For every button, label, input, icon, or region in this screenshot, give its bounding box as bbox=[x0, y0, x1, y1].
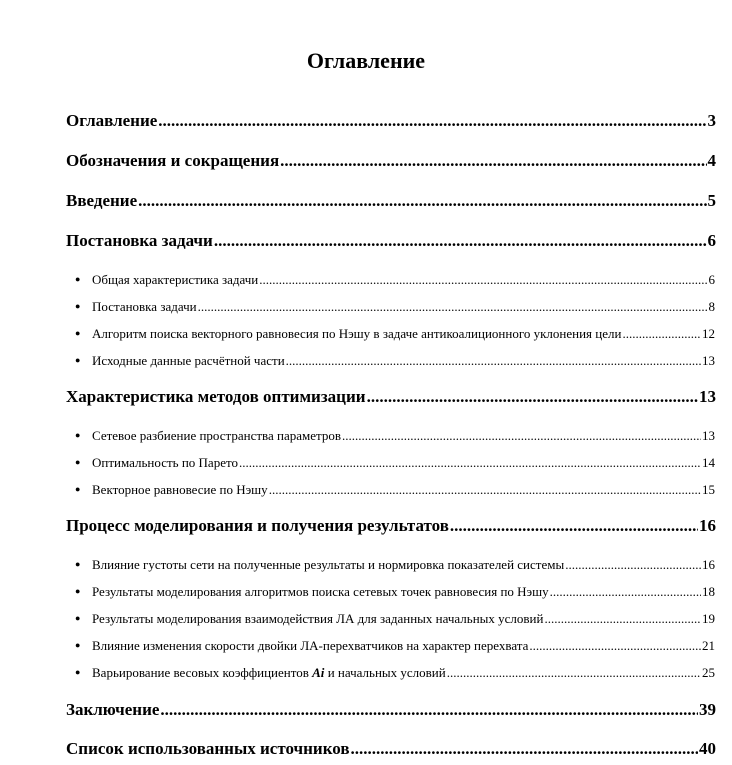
toc-dot-leader bbox=[528, 638, 701, 654]
toc-dot-leader bbox=[564, 557, 701, 573]
toc-entry-references[interactable] bbox=[66, 739, 716, 763]
bullet-icon: ● bbox=[75, 457, 81, 467]
toc-dot-leader bbox=[285, 353, 701, 369]
toc-dot-leader bbox=[238, 455, 701, 471]
toc-dot-leader bbox=[157, 111, 706, 131]
toc-entry-label: Введение bbox=[66, 191, 138, 210]
toc-entry-problem-statement[interactable] bbox=[66, 231, 716, 255]
toc-entry-optimization-methods[interactable] bbox=[66, 387, 716, 411]
bullet-icon: ● bbox=[75, 274, 81, 284]
toc-page-number: 6 bbox=[708, 272, 715, 287]
toc-dot-leader bbox=[159, 700, 698, 720]
toc-page-number: 25 bbox=[702, 665, 715, 680]
toc-entry-label: Влияние изменения скорости двойки ЛА-перехватчиков на характер перехвата bbox=[92, 638, 529, 653]
toc-page-number: 40 bbox=[699, 739, 716, 758]
toc-page-number: 16 bbox=[702, 557, 715, 572]
toc-subentry-grid-density[interactable] bbox=[75, 557, 715, 575]
toc-entry-label: Характеристика методов оптимизации bbox=[66, 387, 366, 406]
toc-entry-label-end: и начальных условий bbox=[324, 665, 446, 680]
toc-entry-label: Влияние густоты сети на полученные результаты и нормировка показателей системы bbox=[92, 557, 565, 572]
toc-page-number: 5 bbox=[707, 191, 716, 210]
toc-page-number: 3 bbox=[707, 111, 716, 130]
toc-page-number: 39 bbox=[699, 700, 716, 719]
bullet-icon: ● bbox=[75, 559, 81, 569]
toc-page-number: 16 bbox=[699, 516, 716, 535]
toc-subentry-vector-nash[interactable] bbox=[75, 482, 715, 500]
bullet-icon: ● bbox=[75, 613, 81, 623]
toc-subentry-nash-search-results[interactable] bbox=[75, 584, 715, 602]
toc-dot-leader bbox=[621, 326, 701, 342]
toc-entry-notation[interactable] bbox=[66, 151, 716, 175]
toc-entry-label: Результаты моделирования алгоритмов поиска сетевых точек равновесия по Нэшу bbox=[92, 584, 549, 599]
toc-page-number: 21 bbox=[702, 638, 715, 653]
toc-page-number: 12 bbox=[702, 326, 715, 341]
toc-entry-label: Оптимальность по Парето bbox=[92, 455, 238, 470]
toc-entry-modeling-process[interactable] bbox=[66, 516, 716, 540]
toc-entry-label: Исходные данные расчётной части bbox=[92, 353, 285, 368]
math-symbol-ai: Ai bbox=[312, 665, 325, 680]
toc-entry-label: Заключение bbox=[66, 700, 160, 719]
toc-page-number: 15 bbox=[702, 482, 715, 497]
toc-subentry-pareto[interactable] bbox=[75, 455, 715, 473]
toc-entry-label: Постановка задачи bbox=[92, 299, 197, 314]
toc-dot-leader bbox=[197, 299, 708, 315]
toc-entry-introduction[interactable] bbox=[66, 191, 716, 215]
toc-entry-label: Список использованных источников bbox=[66, 739, 350, 758]
toc-entry-label: Результаты моделирования взаимодействия ЛА для заданных начальных условий bbox=[92, 611, 544, 626]
page-title: Оглавление bbox=[306, 48, 426, 73]
toc-dot-leader bbox=[446, 665, 701, 681]
toc-dot-leader bbox=[549, 584, 701, 600]
toc-entry-label bbox=[92, 665, 446, 681]
toc-entry-label: Общая характеристика задачи bbox=[92, 272, 259, 287]
toc-subentry-weight-coefficients[interactable] bbox=[75, 665, 715, 683]
toc-dot-leader bbox=[350, 739, 698, 759]
toc-dot-leader bbox=[258, 272, 707, 288]
toc-subentry-grid-partition[interactable] bbox=[75, 428, 715, 446]
toc-dot-leader bbox=[279, 151, 706, 171]
toc-page-number: 8 bbox=[708, 299, 715, 314]
bullet-icon: ● bbox=[75, 328, 81, 338]
toc-page-number: 19 bbox=[702, 611, 715, 626]
toc-entry-conclusion[interactable] bbox=[66, 700, 716, 724]
toc-dot-leader bbox=[543, 611, 701, 627]
toc-page-number: 13 bbox=[699, 387, 716, 406]
toc-subentry-problem-statement[interactable] bbox=[75, 299, 715, 317]
toc-page-number: 13 bbox=[702, 428, 715, 443]
bullet-icon: ● bbox=[75, 667, 81, 677]
toc-entry-label-start: Варьирование весовых коэффициентов bbox=[92, 665, 313, 680]
toc-subentry-interaction-results[interactable] bbox=[75, 611, 715, 629]
bullet-icon: ● bbox=[75, 301, 81, 311]
toc-entry-label: Векторное равновесие по Нэшу bbox=[92, 482, 268, 497]
toc-subentry-nash-algorithm[interactable] bbox=[75, 326, 715, 344]
toc-dot-leader bbox=[341, 428, 701, 444]
bullet-icon: ● bbox=[75, 430, 81, 440]
toc-entry-label: Алгоритм поиска векторного равновесия по Нэшу в задаче антикоалиционного уклонения цели bbox=[92, 326, 622, 341]
toc-subentry-interceptor-speed[interactable] bbox=[75, 638, 715, 656]
bullet-icon: ● bbox=[75, 355, 81, 365]
toc-page-number: 18 bbox=[702, 584, 715, 599]
toc-subentry-general-characteristics[interactable] bbox=[75, 272, 715, 290]
toc-entry-label: Сетевое разбиение пространства параметров bbox=[92, 428, 341, 443]
toc-entry-label: Обозначения и сокращения bbox=[66, 151, 280, 170]
toc-page-number: 4 bbox=[707, 151, 716, 170]
toc-page-number: 14 bbox=[702, 455, 715, 470]
bullet-icon: ● bbox=[75, 484, 81, 494]
bullet-icon: ● bbox=[75, 586, 81, 596]
toc-dot-leader bbox=[213, 231, 707, 251]
toc-dot-leader bbox=[137, 191, 706, 211]
toc-dot-leader bbox=[268, 482, 701, 498]
toc-entry-table-of-contents[interactable] bbox=[66, 111, 716, 135]
toc-entry-label: Постановка задачи bbox=[66, 231, 213, 250]
toc-entry-label: Оглавление bbox=[66, 111, 158, 130]
toc-page-number: 6 bbox=[707, 231, 716, 250]
toc-dot-leader bbox=[449, 516, 698, 536]
toc-subentry-input-data[interactable] bbox=[75, 353, 715, 371]
toc-entry-label: Процесс моделирования и получения результатов bbox=[66, 516, 449, 535]
toc-dot-leader bbox=[366, 387, 698, 407]
bullet-icon: ● bbox=[75, 640, 81, 650]
toc-page-number: 13 bbox=[702, 353, 715, 368]
